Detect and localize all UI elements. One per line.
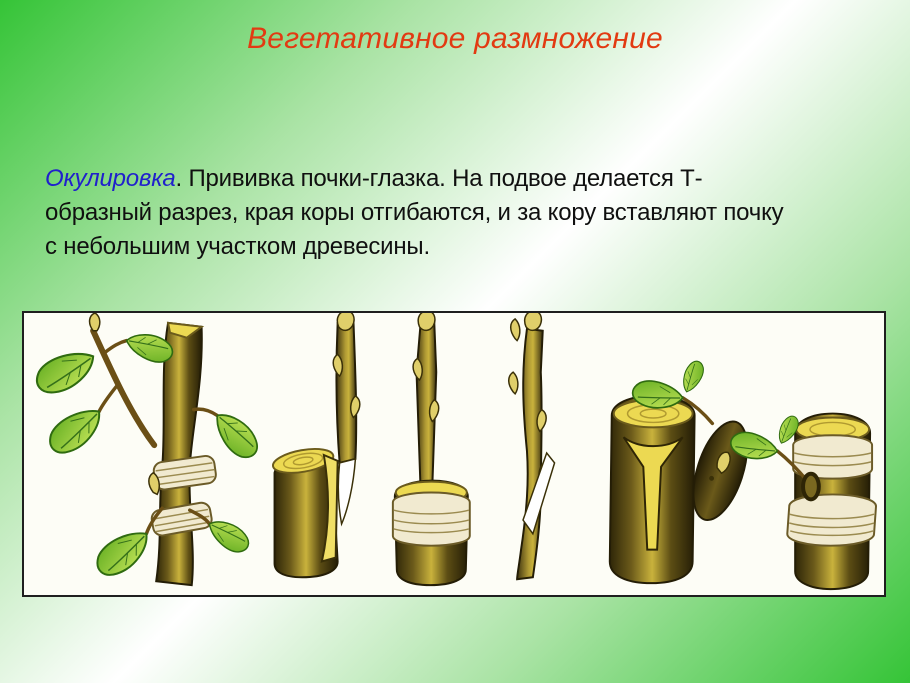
body-line-1-rest: . Прививка почки-глазка. На подвое делается Т- [175,165,703,192]
stage-stock-peeled-bark [271,313,360,577]
body-paragraph [45,162,783,264]
stage-bound-graft [728,413,876,589]
stage-budstick-cut [509,313,555,579]
term-okulirovka: Окулировка [45,165,176,192]
slide-title: Вегетативное размножение [247,22,663,55]
stage-stock-bound-shoot [393,313,470,585]
budding-illustration [22,311,886,597]
body-line-2: образный разрез, края коры отгибаются, и за кору вставляют почку [45,199,784,226]
body-line-3: с небольшим участком древесины. [45,233,430,260]
stage-stock-t-cut [610,396,695,583]
budding-illustration-svg [24,313,884,595]
stage-grafted-branch [31,313,262,585]
body-line-1 [45,162,783,196]
